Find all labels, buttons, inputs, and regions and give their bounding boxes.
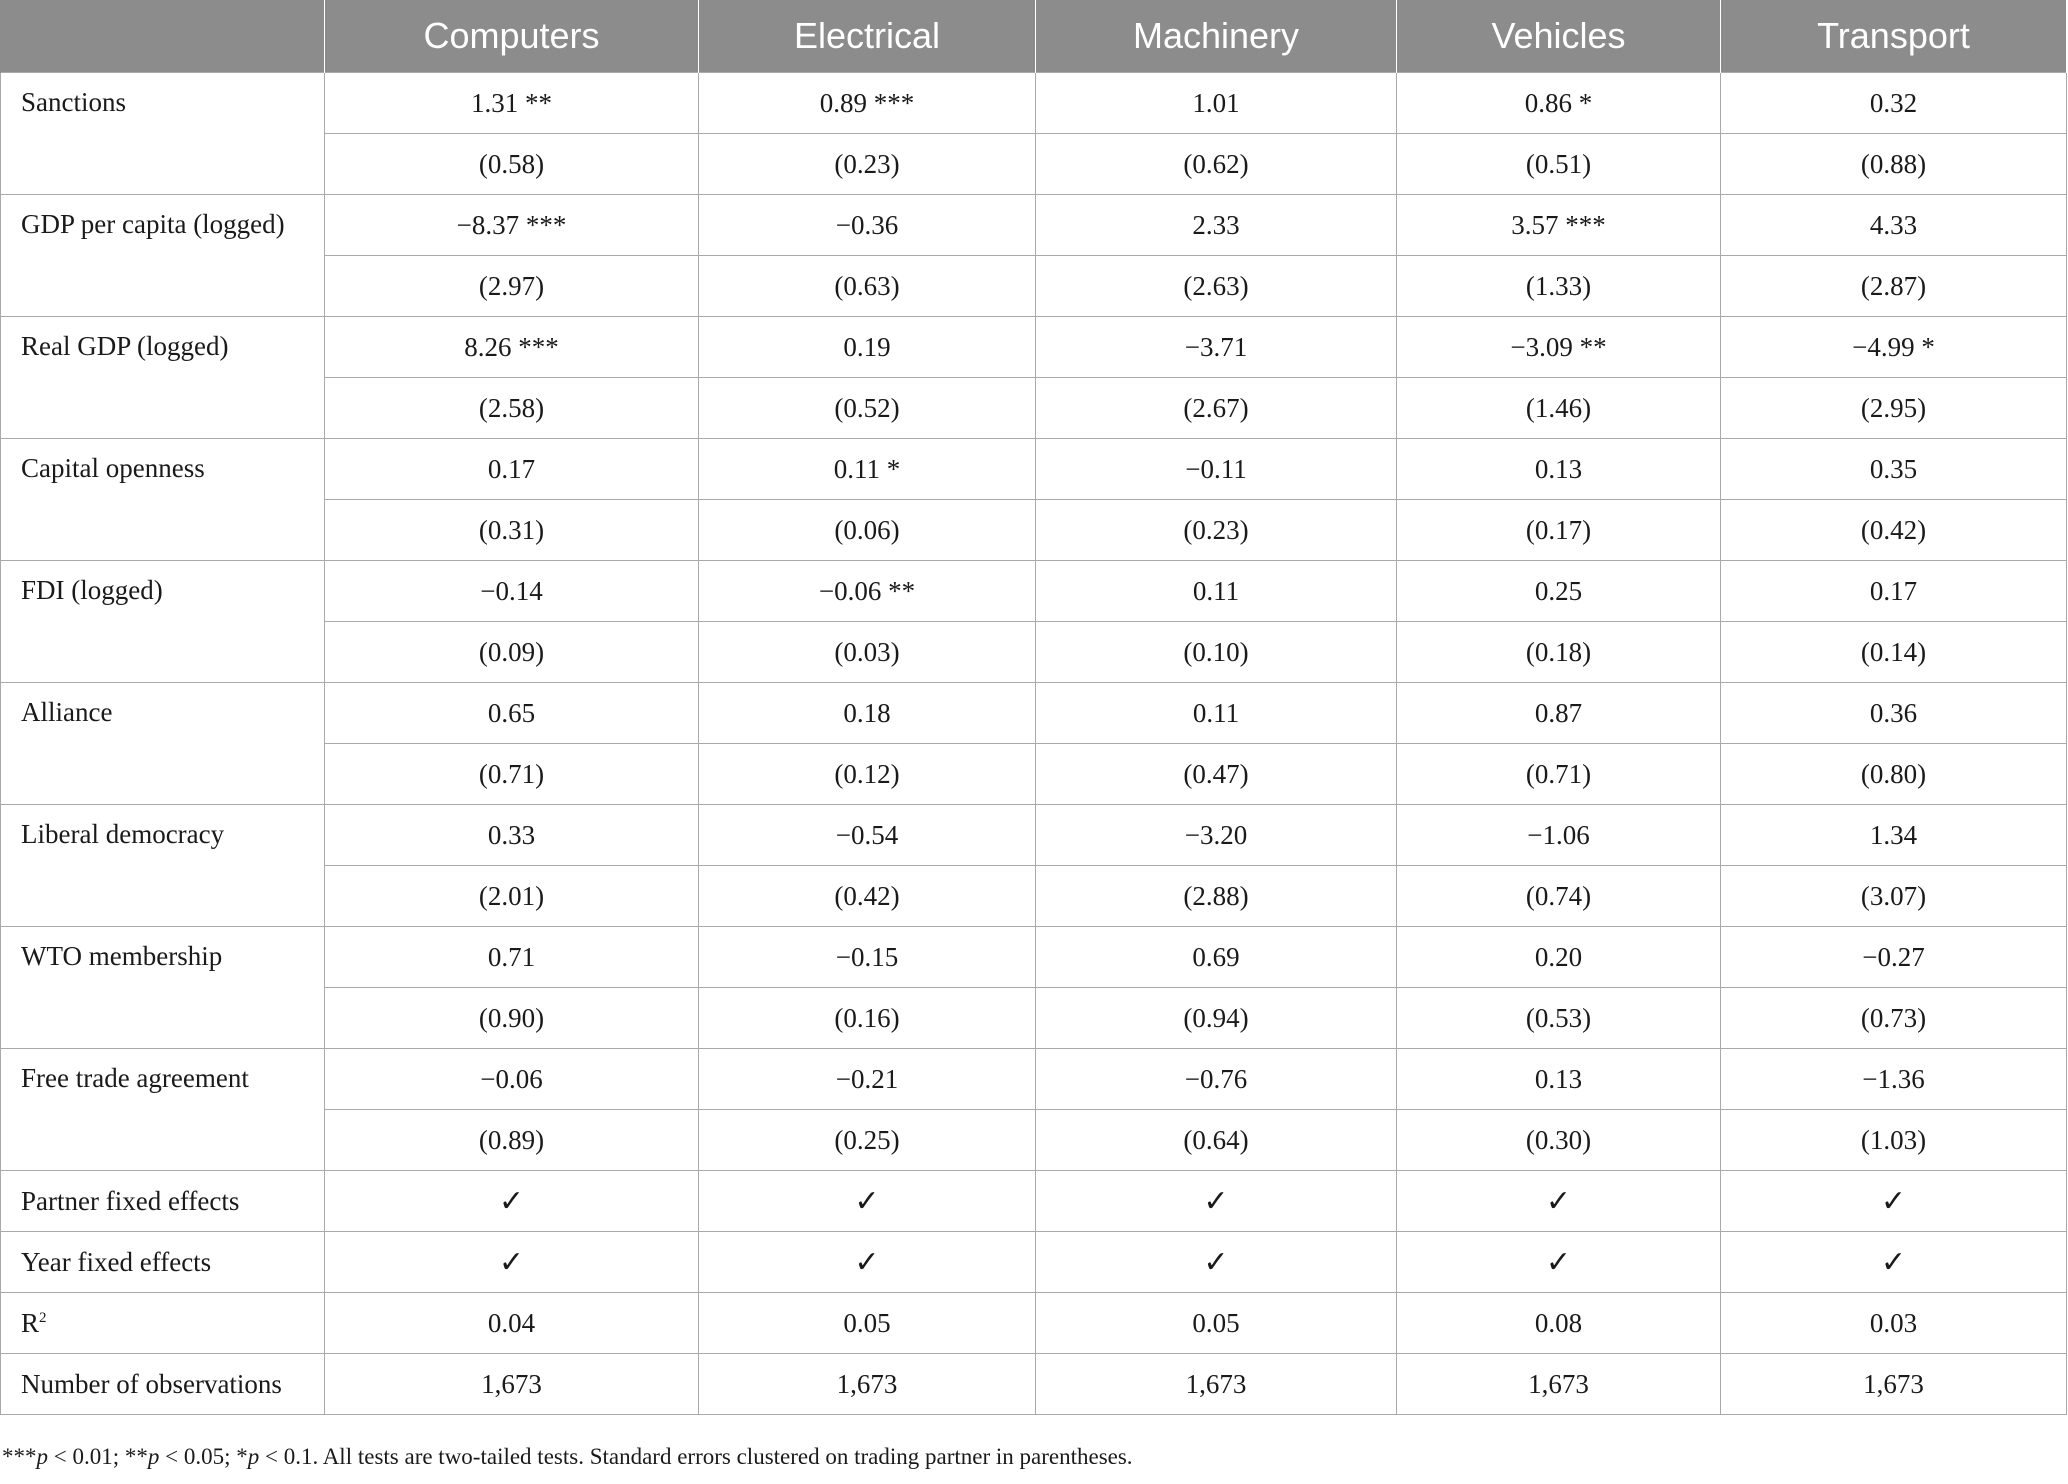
observations-cell: 1,673 bbox=[325, 1354, 699, 1415]
coef-cell: 0.13 bbox=[1397, 439, 1721, 500]
se-cell: (0.71) bbox=[325, 744, 699, 805]
footnote-p-var: p bbox=[36, 1444, 48, 1469]
coef-row-wto-membership bbox=[1, 927, 2067, 988]
se-cell: (2.97) bbox=[325, 256, 699, 317]
se-cell: (2.63) bbox=[1036, 256, 1397, 317]
coef-cell: 1.01 bbox=[1036, 73, 1397, 134]
coef-cell: 0.18 bbox=[699, 683, 1036, 744]
coef-row-sanctions bbox=[1, 73, 2067, 134]
partner-fixed-effects-row bbox=[1, 1171, 2067, 1232]
coef-cell: 0.87 bbox=[1397, 683, 1721, 744]
observations-cell: 1,673 bbox=[1036, 1354, 1397, 1415]
coef-cell: 0.71 bbox=[325, 927, 699, 988]
se-cell: (2.95) bbox=[1721, 378, 2067, 439]
se-cell: (0.80) bbox=[1721, 744, 2067, 805]
coef-cell: 0.17 bbox=[1721, 561, 2067, 622]
se-cell: (0.23) bbox=[1036, 500, 1397, 561]
coef-cell: 0.11 bbox=[1036, 683, 1397, 744]
table-footnote bbox=[2, 1444, 1133, 1470]
se-cell: (1.33) bbox=[1397, 256, 1721, 317]
row-label-liberal-democracy: Liberal democracy bbox=[1, 805, 325, 927]
se-cell: (0.51) bbox=[1397, 134, 1721, 195]
row-label-gdp-per-capita: GDP per capita (logged) bbox=[1, 195, 325, 317]
r-squared-cell: 0.08 bbox=[1397, 1293, 1721, 1354]
checkmark-icon: ✓ bbox=[325, 1232, 699, 1293]
coef-row-real-gdp bbox=[1, 317, 2067, 378]
footnote-stars: *** bbox=[2, 1444, 37, 1469]
se-cell: (0.42) bbox=[699, 866, 1036, 927]
row-label-sanctions: Sanctions bbox=[1, 73, 325, 195]
coef-cell: −3.71 bbox=[1036, 317, 1397, 378]
se-cell: (0.17) bbox=[1397, 500, 1721, 561]
coef-cell: 8.26 *** bbox=[325, 317, 699, 378]
observations-cell: 1,673 bbox=[1721, 1354, 2067, 1415]
footnote-text-2: < 0.05; * bbox=[159, 1444, 248, 1469]
se-cell: (0.10) bbox=[1036, 622, 1397, 683]
se-cell: (0.53) bbox=[1397, 988, 1721, 1049]
header-electrical: Electrical bbox=[699, 0, 1036, 73]
se-cell: (0.18) bbox=[1397, 622, 1721, 683]
checkmark-icon: ✓ bbox=[1036, 1232, 1397, 1293]
header-row bbox=[1, 0, 2067, 73]
row-label-fdi: FDI (logged) bbox=[1, 561, 325, 683]
coef-cell: 4.33 bbox=[1721, 195, 2067, 256]
footnote-p-var: p bbox=[247, 1444, 260, 1469]
header-vehicles: Vehicles bbox=[1397, 0, 1721, 73]
checkmark-icon: ✓ bbox=[1397, 1171, 1721, 1232]
footnote-text-3: < 0.1. All tests are two-tailed tests. Standard errors clustered on trading partner in parentheses. bbox=[259, 1444, 1133, 1469]
checkmark-icon: ✓ bbox=[325, 1171, 699, 1232]
se-cell: (0.89) bbox=[325, 1110, 699, 1171]
r-squared-cell: 0.04 bbox=[325, 1293, 699, 1354]
coef-cell: −0.06 ** bbox=[699, 561, 1036, 622]
coef-cell: 0.19 bbox=[699, 317, 1036, 378]
se-cell: (0.31) bbox=[325, 500, 699, 561]
coef-row-liberal-democracy bbox=[1, 805, 2067, 866]
coef-row-alliance bbox=[1, 683, 2067, 744]
coef-row-gdp-per-capita bbox=[1, 195, 2067, 256]
se-cell: (2.58) bbox=[325, 378, 699, 439]
coef-cell: 0.89 *** bbox=[699, 73, 1036, 134]
coef-cell: −1.36 bbox=[1721, 1049, 2067, 1110]
header-blank bbox=[1, 0, 325, 73]
coef-cell: 0.17 bbox=[325, 439, 699, 500]
r-squared-cell: 0.03 bbox=[1721, 1293, 2067, 1354]
se-cell: (2.01) bbox=[325, 866, 699, 927]
se-cell: (0.62) bbox=[1036, 134, 1397, 195]
coef-cell: −3.09 ** bbox=[1397, 317, 1721, 378]
se-cell: (0.90) bbox=[325, 988, 699, 1049]
se-cell: (0.12) bbox=[699, 744, 1036, 805]
table-body bbox=[1, 73, 2067, 1415]
row-label-capital-openness: Capital openness bbox=[1, 439, 325, 561]
coef-cell: −0.11 bbox=[1036, 439, 1397, 500]
coef-cell: −4.99 * bbox=[1721, 317, 2067, 378]
coef-row-capital-openness bbox=[1, 439, 2067, 500]
se-cell: (0.64) bbox=[1036, 1110, 1397, 1171]
se-cell: (2.88) bbox=[1036, 866, 1397, 927]
coef-cell: 0.36 bbox=[1721, 683, 2067, 744]
r-squared-base: R bbox=[21, 1307, 40, 1338]
coef-cell: −0.14 bbox=[325, 561, 699, 622]
r-squared-cell: 0.05 bbox=[1036, 1293, 1397, 1354]
header-transport: Transport bbox=[1721, 0, 2067, 73]
se-cell: (2.67) bbox=[1036, 378, 1397, 439]
se-cell: (0.06) bbox=[699, 500, 1036, 561]
r-squared-row bbox=[1, 1293, 2067, 1354]
coef-cell: −0.54 bbox=[699, 805, 1036, 866]
se-cell: (0.88) bbox=[1721, 134, 2067, 195]
checkmark-icon: ✓ bbox=[1721, 1171, 2067, 1232]
coef-cell: −0.15 bbox=[699, 927, 1036, 988]
coef-cell: −1.06 bbox=[1397, 805, 1721, 866]
coef-cell: −0.36 bbox=[699, 195, 1036, 256]
coef-cell: 3.57 *** bbox=[1397, 195, 1721, 256]
row-label-year-fixed-effects: Year fixed effects bbox=[1, 1232, 325, 1293]
coef-cell: −0.06 bbox=[325, 1049, 699, 1110]
checkmark-icon: ✓ bbox=[1397, 1232, 1721, 1293]
se-cell: (0.58) bbox=[325, 134, 699, 195]
se-cell: (3.07) bbox=[1721, 866, 2067, 927]
coef-row-fdi bbox=[1, 561, 2067, 622]
row-label-partner-fixed-effects: Partner fixed effects bbox=[1, 1171, 325, 1232]
header-machinery: Machinery bbox=[1036, 0, 1397, 73]
se-cell: (1.03) bbox=[1721, 1110, 2067, 1171]
coef-cell: 0.69 bbox=[1036, 927, 1397, 988]
checkmark-icon: ✓ bbox=[1721, 1232, 2067, 1293]
checkmark-icon: ✓ bbox=[1036, 1171, 1397, 1232]
coef-cell: −0.21 bbox=[699, 1049, 1036, 1110]
coef-cell: 0.65 bbox=[325, 683, 699, 744]
se-cell: (0.23) bbox=[699, 134, 1036, 195]
se-cell: (0.42) bbox=[1721, 500, 2067, 561]
coef-cell: −8.37 *** bbox=[325, 195, 699, 256]
r-squared-superscript: 2 bbox=[39, 1309, 47, 1326]
se-cell: (0.47) bbox=[1036, 744, 1397, 805]
se-cell: (0.25) bbox=[699, 1110, 1036, 1171]
row-label-free-trade-agreement: Free trade agreement bbox=[1, 1049, 325, 1171]
coef-row-free-trade-agreement bbox=[1, 1049, 2067, 1110]
coef-cell: 0.11 * bbox=[699, 439, 1036, 500]
row-label-wto-membership: WTO membership bbox=[1, 927, 325, 1049]
se-cell: (0.52) bbox=[699, 378, 1036, 439]
se-cell: (0.14) bbox=[1721, 622, 2067, 683]
se-cell: (1.46) bbox=[1397, 378, 1721, 439]
coef-cell: 0.25 bbox=[1397, 561, 1721, 622]
coef-cell: 1.34 bbox=[1721, 805, 2067, 866]
coef-cell: 0.11 bbox=[1036, 561, 1397, 622]
coef-cell: 1.31 ** bbox=[325, 73, 699, 134]
se-cell: (0.74) bbox=[1397, 866, 1721, 927]
checkmark-icon: ✓ bbox=[699, 1232, 1036, 1293]
year-fixed-effects-row bbox=[1, 1232, 2067, 1293]
row-label-alliance: Alliance bbox=[1, 683, 325, 805]
observations-row bbox=[1, 1354, 2067, 1415]
coef-cell: 0.20 bbox=[1397, 927, 1721, 988]
r-squared-cell: 0.05 bbox=[699, 1293, 1036, 1354]
se-cell: (0.73) bbox=[1721, 988, 2067, 1049]
coef-cell: 0.33 bbox=[325, 805, 699, 866]
observations-cell: 1,673 bbox=[699, 1354, 1036, 1415]
coef-cell: 2.33 bbox=[1036, 195, 1397, 256]
coef-cell: 0.13 bbox=[1397, 1049, 1721, 1110]
coef-cell: 0.86 * bbox=[1397, 73, 1721, 134]
coef-cell: −3.20 bbox=[1036, 805, 1397, 866]
coef-cell: 0.32 bbox=[1721, 73, 2067, 134]
row-label-r-squared bbox=[1, 1293, 325, 1354]
se-cell: (0.63) bbox=[699, 256, 1036, 317]
row-label-real-gdp: Real GDP (logged) bbox=[1, 317, 325, 439]
se-cell: (0.94) bbox=[1036, 988, 1397, 1049]
footnote-p-var: p bbox=[147, 1444, 160, 1469]
se-cell: (2.87) bbox=[1721, 256, 2067, 317]
checkmark-icon: ✓ bbox=[699, 1171, 1036, 1232]
footnote-text-1: < 0.01; ** bbox=[48, 1444, 148, 1469]
se-cell: (0.09) bbox=[325, 622, 699, 683]
se-cell: (0.16) bbox=[699, 988, 1036, 1049]
header-computers: Computers bbox=[325, 0, 699, 73]
coef-cell: −0.76 bbox=[1036, 1049, 1397, 1110]
row-label-observations: Number of observations bbox=[1, 1354, 325, 1415]
coef-cell: −0.27 bbox=[1721, 927, 2067, 988]
observations-cell: 1,673 bbox=[1397, 1354, 1721, 1415]
coef-cell: 0.35 bbox=[1721, 439, 2067, 500]
se-cell: (0.71) bbox=[1397, 744, 1721, 805]
se-cell: (0.03) bbox=[699, 622, 1036, 683]
se-cell: (0.30) bbox=[1397, 1110, 1721, 1171]
